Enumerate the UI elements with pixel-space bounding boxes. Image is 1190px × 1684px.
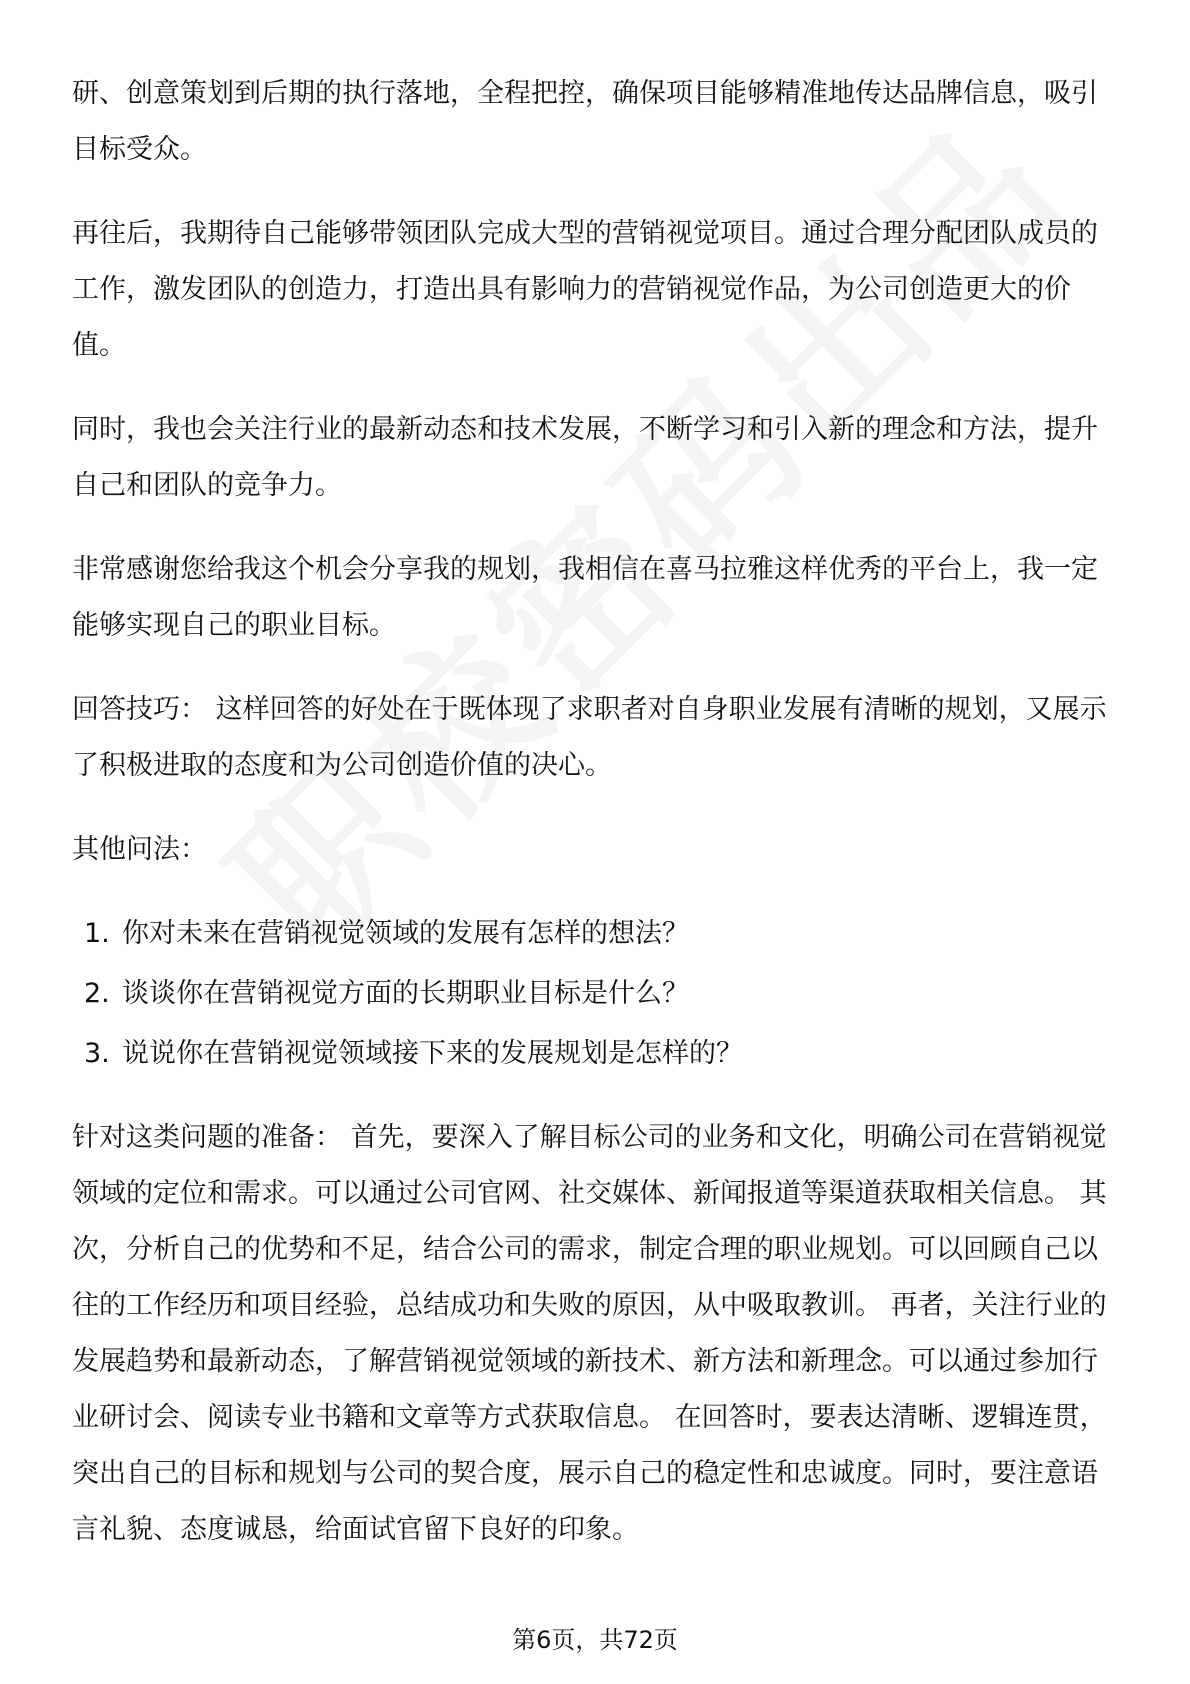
list-item-text: 谈谈你在营销视觉方面的长期职业目标是什么？ <box>122 978 689 1009</box>
list-item <box>72 1026 1122 1082</box>
page-content <box>72 66 1122 1586</box>
paragraph-continuation: 研、创意策划到后期的执行落地，全程把控，确保项目能够精准地传达品牌信息，吸引目标受众。 <box>72 78 1098 165</box>
list-item <box>72 966 1122 1022</box>
paragraph-thanks: 非常感谢您给我这个机会分享我的规划，我相信在喜马拉雅这样优秀的平台上，我一定能够实现自己的职业目标。 <box>72 554 1098 641</box>
paragraph-answer-tips: 回答技巧： 这样回答的好处在于既体现了求职者对自身职业发展有清晰的规划，又展示了积极进取的态度和为公司创造价值的决心。 <box>72 694 1107 781</box>
paragraph-preparation: 针对这类问题的准备： 首先，要深入了解目标公司的业务和文化，明确公司在营销视觉领域的定位和需求。可以通过公司官网、社交媒体、新闻报道等渠道获取相关信息。 其次，分析自己的优势和不足，结合公司的需求，制定合理的职业规划。可以回顾自己以往的工作经历和项目经验，总结成功和失败的原因，从中吸取教训。 再者，关注行业的发展趋势和最新动态，了解营销视觉领域的新技术、新方法和新理念。可以通过参加行业研讨会、阅读专业书籍和文章等方式获取信息。 在回答时，要表达清晰、逻辑连贯，突出自己的目标和规划与公司的契合度，展示自己的稳定性和忠诚度。同时，要注意语言礼貌、态度诚恳，给面试官留下良好的印象。 <box>72 1122 1107 1545</box>
list-item-text: 说说你在营销视觉领域接下来的发展规划是怎样的？ <box>122 1038 743 1069</box>
list-number: 1. <box>84 918 110 949</box>
list-item <box>72 906 1122 962</box>
list-number: 2. <box>84 978 110 1009</box>
list-item-text: 你对未来在营销视觉领域的发展有怎样的想法？ <box>122 918 689 949</box>
list-number: 3. <box>84 1038 110 1069</box>
page-footer: 第6页，共72页 <box>512 1626 678 1654</box>
heading-other-questions: 其他问法： <box>72 834 207 865</box>
paragraph-future-plan: 再往后，我期待自己能够带领团队完成大型的营销视觉项目。通过合理分配团队成员的工作，激发团队的创造力，打造出具有影响力的营销视觉作品，为公司创造更大的价值。 <box>72 218 1098 361</box>
other-questions-list <box>72 906 1122 1082</box>
paragraph-industry-trends: 同时，我也会关注行业的最新动态和技术发展，不断学习和引入新的理念和方法，提升自己和团队的竞争力。 <box>72 414 1098 501</box>
